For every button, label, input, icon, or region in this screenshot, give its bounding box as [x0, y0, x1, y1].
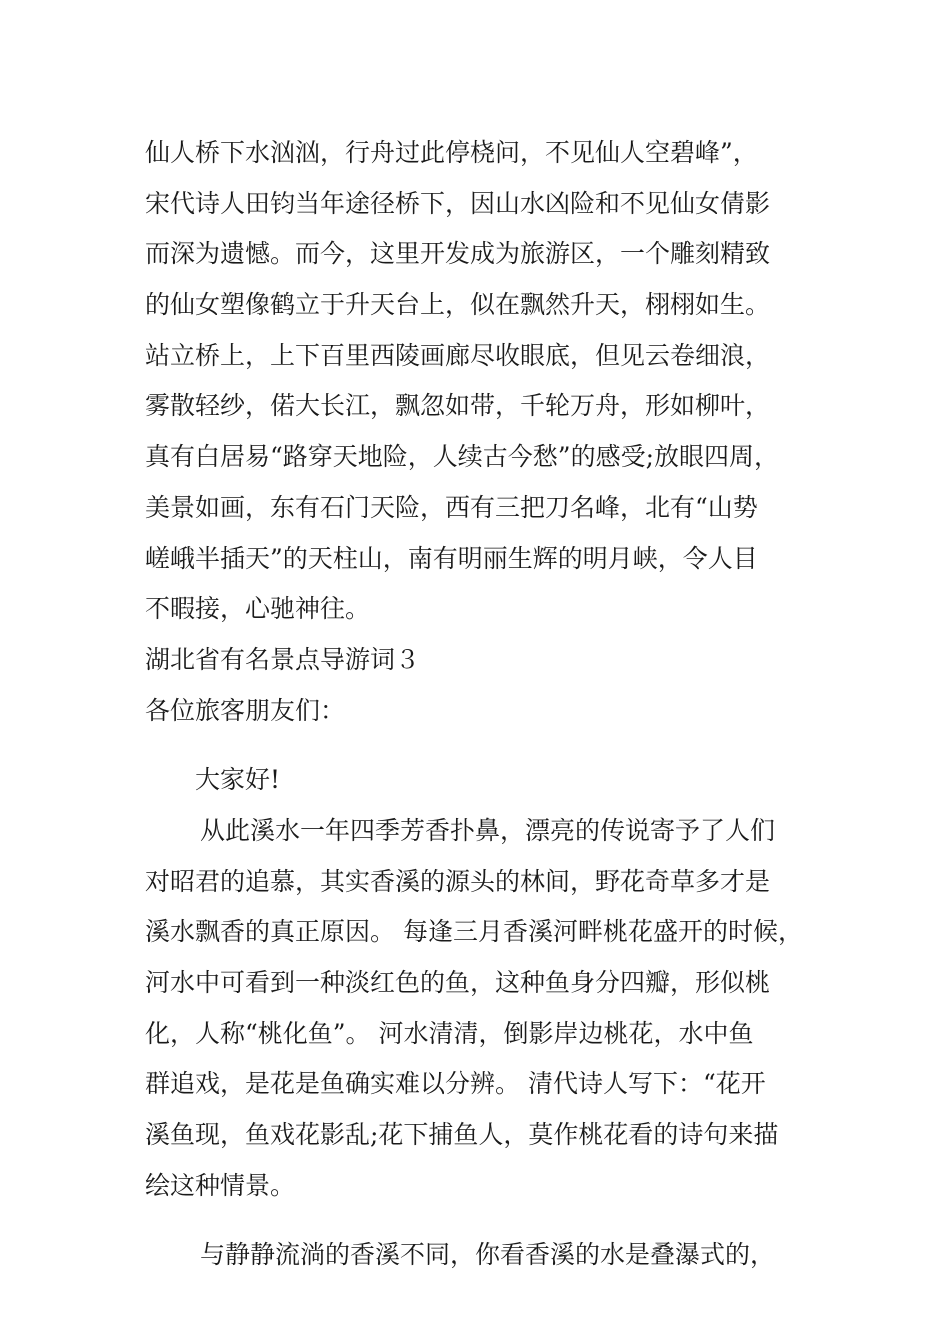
text-line: 对昭君的追慕，其实香溪的源头的林间，野花奇草多才是 [145, 866, 771, 896]
text-line: 溪水飘香的真正原因。 每逢三月香溪河畔桃花盛开的时候， [145, 917, 803, 947]
text-line: 的仙女塑像鹤立于升天台上，似在飘然升天，栩栩如生。 [145, 290, 771, 320]
text-line: 站立桥上，上下百里西陵画廊尽收眼底，但见云卷细浪， [145, 340, 771, 370]
salutation: 各位旅客朋友们： [145, 695, 346, 725]
paragraph [145, 128, 845, 635]
text-line: 河水中可看到一种淡红色的鱼，这种鱼身分四瓣，形似桃 [145, 968, 771, 997]
text-line: 溪鱼现，鱼戏花影乱;花下捕鱼人，莫作桃花看的诗句来描 [145, 1120, 779, 1150]
text-line: 不暇接，心驰神往。 [145, 594, 371, 624]
text-line: 宋代诗人田钧当年途径桥下，因山水凶险和不见仙女倩影 [145, 188, 771, 218]
spacer [145, 1211, 845, 1230]
document-body [145, 128, 845, 1281]
section-title: 湖北省有名景点导游词３ [145, 644, 421, 674]
text-line: 从此溪水一年四季芳香扑鼻，漂亮的传说寄予了人们 [200, 815, 776, 845]
spacer [145, 736, 845, 755]
text-line: 真有白居易“路穿天地险，人续古今愁”的感受;放眼四周， [145, 442, 779, 472]
text-line: 美景如画，东有石门天险，西有三把刀名峰，北有“山势 [145, 492, 758, 522]
text-line: 绘这种情景。 [145, 1170, 296, 1200]
paragraph [145, 806, 845, 1212]
greeting: 大家好! [195, 765, 281, 795]
text-line: 与静静流淌的香溪不同，你看香溪的水是叠瀑式的， [200, 1240, 776, 1270]
text-line: 嵯峨半插天”的天柱山，南有明丽生辉的明月峡，令人目 [145, 543, 758, 573]
text-line: 群追戏，是花是鱼确实难以分辨。 清代诗人写下：“花开 [145, 1069, 766, 1099]
text-line: 而深为遗憾。而今，这里开发成为旅游区，一个雕刻精致 [145, 239, 771, 269]
text-line: 化，人称“桃化鱼”。 河水清清，倒影岸边桃花，水中鱼 [145, 1018, 754, 1048]
text-line: 雾散轻纱，偌大长江，飘忽如带，千轮万舟，形如柳叶， [145, 391, 771, 421]
paragraph [145, 1230, 845, 1281]
text-line: 仙人桥下水汹汹，行舟过此停桡问，不见仙人空碧峰”， [145, 138, 758, 167]
